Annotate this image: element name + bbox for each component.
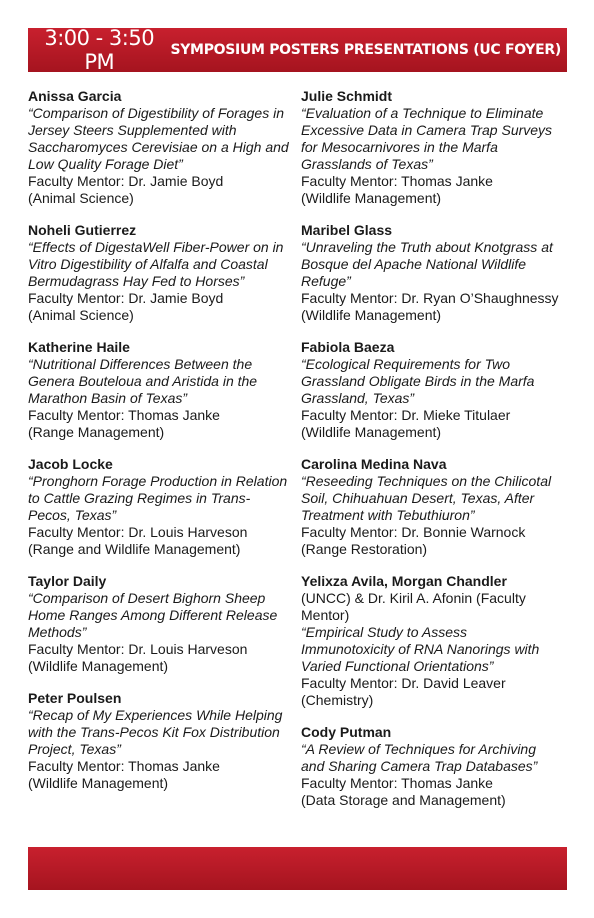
department: (Animal Science) xyxy=(28,190,134,206)
presenter-name: Noheli Gutierrez xyxy=(28,222,137,238)
right-column xyxy=(301,88,563,824)
department: (Data Storage and Management) xyxy=(301,792,506,808)
poster-entry xyxy=(301,724,563,809)
department: (Range Restoration) xyxy=(301,541,428,557)
department: (Range Management) xyxy=(28,424,165,440)
faculty-mentor: Faculty Mentor: Dr. Ryan O’Shaughnessy xyxy=(301,290,559,306)
poster-title: “Effects of DigestaWell Fiber-Power on in Vitro Digestibility of Alfalfa and Coastal Bermudagrass Hay Fed to Horses” xyxy=(28,239,284,289)
presenter-name: Peter Poulsen xyxy=(28,690,122,706)
footer-bar xyxy=(28,847,567,890)
poster-entry xyxy=(28,222,290,324)
poster-title: “Empirical Study to Assess Immunotoxicity of RNA Nanorings with Varied Functional Orientations” xyxy=(301,624,540,674)
poster-entry xyxy=(301,573,563,709)
faculty-mentor: Faculty Mentor: Thomas Janke xyxy=(28,407,220,423)
faculty-mentor: Faculty Mentor: Thomas Janke xyxy=(301,173,493,189)
poster-title: “Nutritional Differences Between the Genera Bouteloua and Aristida in the Marathon Basin of Texas” xyxy=(28,356,258,406)
faculty-mentor: Faculty Mentor: Dr. Bonnie Warnock xyxy=(301,524,526,540)
presenter-name: Fabiola Baeza xyxy=(301,339,395,355)
session-time: 3:00 - 3:50 PM xyxy=(44,26,155,74)
presenter-name: Taylor Daily xyxy=(28,573,107,589)
poster-entry xyxy=(301,339,563,441)
poster-title: “A Review of Techniques for Archiving and Sharing Camera Trap Databases” xyxy=(301,741,538,774)
faculty-mentor: Faculty Mentor: Dr. Louis Harveson xyxy=(28,524,248,540)
presenter-name: Katherine Haile xyxy=(28,339,130,355)
poster-title: “Pronghorn Forage Production in Relation to Cattle Grazing Regimes in Trans-Pecos, Texas” xyxy=(28,473,288,523)
presenter-name: Julie Schmidt xyxy=(301,88,393,104)
poster-entry xyxy=(301,456,563,558)
poster-title: “Comparison of Desert Bighorn Sheep Home Ranges Among Different Release Methods” xyxy=(28,590,278,640)
department: (Animal Science) xyxy=(28,307,134,323)
faculty-mentor: Faculty Mentor: Dr. David Leaver xyxy=(301,675,506,691)
header-banner xyxy=(28,28,567,72)
faculty-mentor: Faculty Mentor: Dr. Jamie Boyd xyxy=(28,290,224,306)
poster-title: “Evaluation of a Technique to Eliminate Excessive Data in Camera Trap Surveys for Mesocarnivores in the Marfa Grasslands of Texas” xyxy=(301,105,553,172)
poster-entry xyxy=(28,690,290,792)
poster-title: “Ecological Requirements for Two Grassland Obligate Birds in the Marfa Grassland, Texas” xyxy=(301,356,535,406)
department: (Wildlife Management) xyxy=(301,190,442,206)
faculty-mentor: Faculty Mentor: Dr. Mieke Titulaer xyxy=(301,407,511,423)
poster-entry xyxy=(301,222,563,324)
affiliation: (UNCC) & Dr. Kiril A. Afonin (Faculty Mentor) xyxy=(301,590,526,623)
poster-entry xyxy=(28,456,290,558)
faculty-mentor: Faculty Mentor: Thomas Janke xyxy=(28,758,220,774)
session-title: SYMPOSIUM POSTERS PRESENTATIONS (UC FOYER) xyxy=(170,42,561,58)
department: (Wildlife Management) xyxy=(301,424,442,440)
faculty-mentor: Faculty Mentor: Thomas Janke xyxy=(301,775,493,791)
department: (Range and Wildlife Management) xyxy=(28,541,241,557)
presenter-name: Maribel Glass xyxy=(301,222,393,238)
presenter-name: Cody Putman xyxy=(301,724,392,740)
poster-entry xyxy=(301,88,563,207)
presenter-name: Yelixza Avila, Morgan Chandler xyxy=(301,573,507,589)
department: (Chemistry) xyxy=(301,692,374,708)
department: (Wildlife Management) xyxy=(28,775,169,791)
department: (Wildlife Management) xyxy=(301,307,442,323)
presenter-name: Carolina Medina Nava xyxy=(301,456,447,472)
poster-title: “Unraveling the Truth about Knotgrass at Bosque del Apache National Wildlife Refuge” xyxy=(301,239,553,289)
poster-title: “Recap of My Experiences While Helping with the Trans-Pecos Kit Fox Distribution Project, Texas” xyxy=(28,707,283,757)
left-column xyxy=(28,88,290,807)
poster-title: “Reseeding Techniques on the Chilicotal Soil, Chihuahuan Desert, Texas, After Treatment with Tebuthiuron” xyxy=(301,473,552,523)
faculty-mentor: Faculty Mentor: Dr. Louis Harveson xyxy=(28,641,248,657)
presenter-name: Jacob Locke xyxy=(28,456,113,472)
poster-entry xyxy=(28,573,290,675)
faculty-mentor: Faculty Mentor: Dr. Jamie Boyd xyxy=(28,173,224,189)
poster-entry xyxy=(28,339,290,441)
poster-title: “Comparison of Digestibility of Forages in Jersey Steers Supplemented with Saccharomyces Cerevisiae on a High and Low Quality Forage Diet” xyxy=(28,105,289,172)
poster-entry xyxy=(28,88,290,207)
presenter-name: Anissa Garcia xyxy=(28,88,122,104)
department: (Wildlife Management) xyxy=(28,658,169,674)
